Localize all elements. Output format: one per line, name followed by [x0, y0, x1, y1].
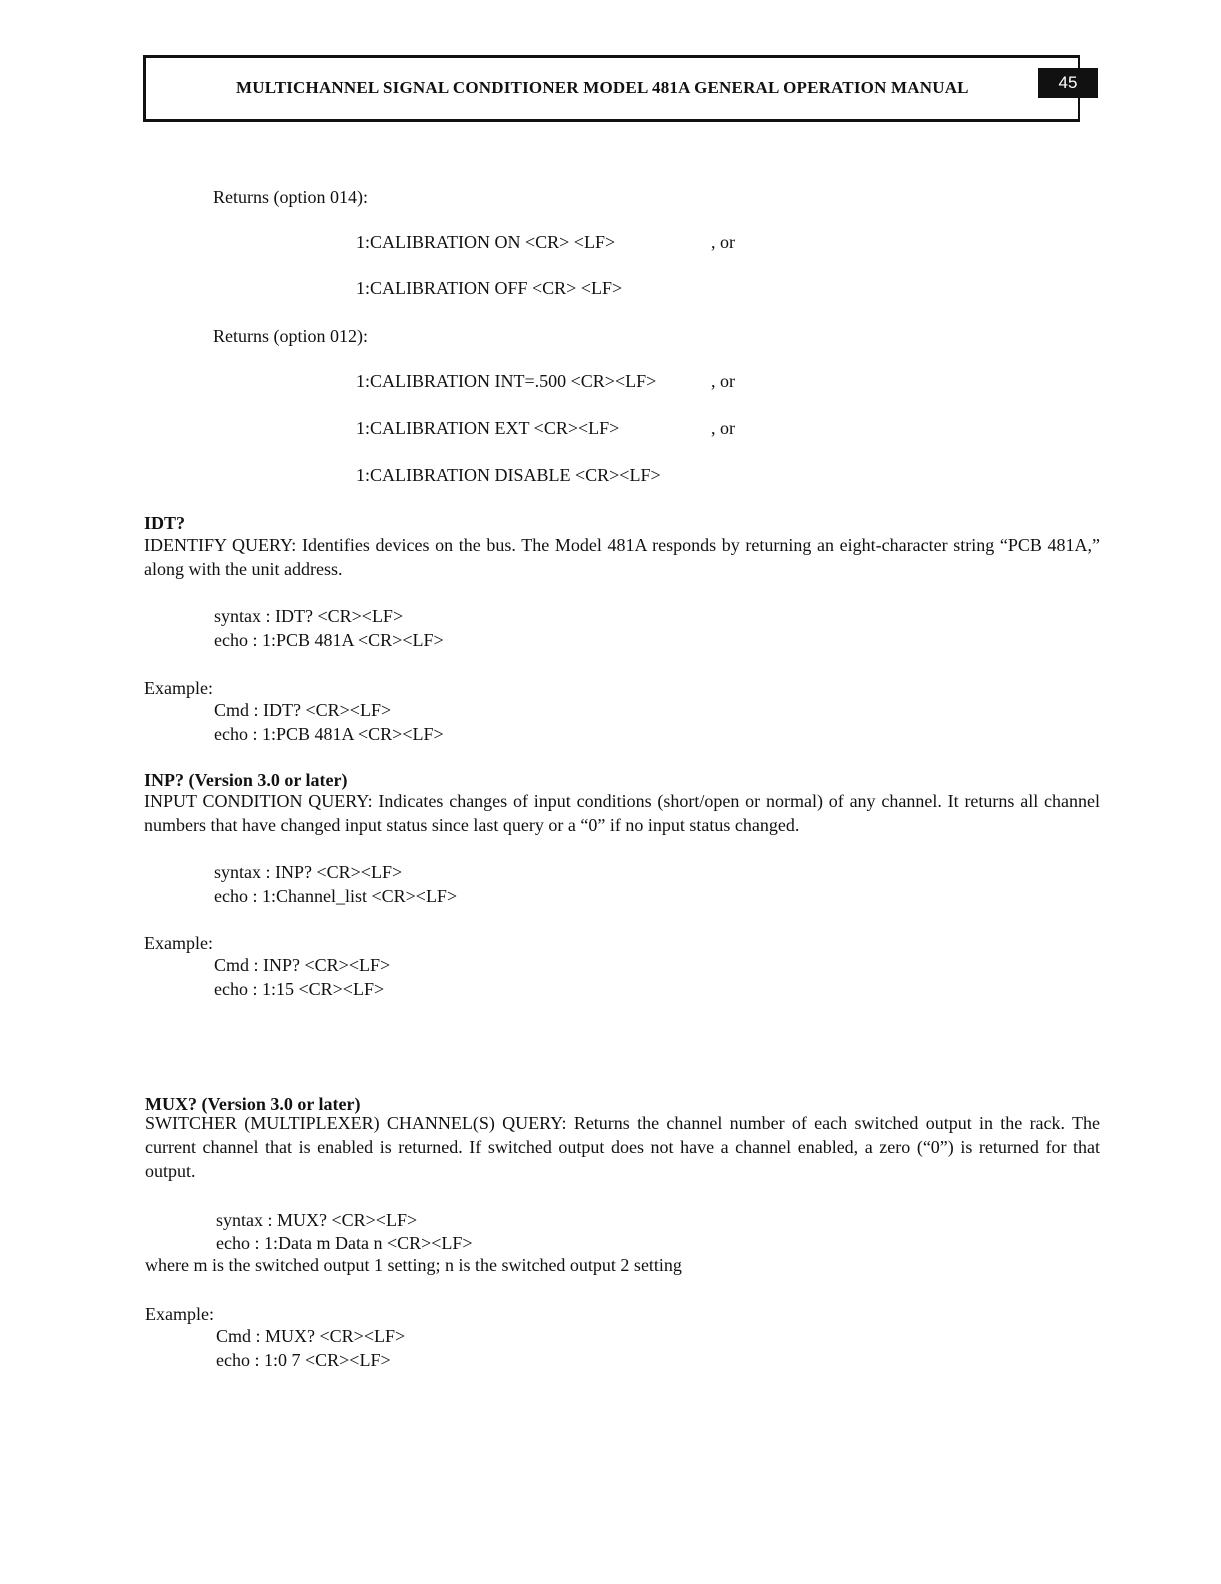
idt-example-echo: echo : 1:PCB 481A <CR><LF>	[214, 724, 444, 744]
inp-example-echo: echo : 1:15 <CR><LF>	[214, 979, 385, 999]
inp-example-label: Example:	[144, 933, 213, 953]
return-suffix: , or	[711, 371, 735, 391]
return-line: 1:CALIBRATION OFF <CR> <LF>	[356, 278, 623, 298]
idt-syntax: syntax : IDT? <CR><LF>	[214, 606, 404, 626]
inp-example-cmd: Cmd : INP? <CR><LF>	[214, 955, 391, 975]
inp-syntax: syntax : INP? <CR><LF>	[214, 862, 403, 882]
header-title: MULTICHANNEL SIGNAL CONDITIONER MODEL 481A GENERAL OPERATION MANUAL	[236, 78, 969, 97]
mux-description: SWITCHER (MULTIPLEXER) CHANNEL(S) QUERY: Returns the channel number of each switched output in the rack. The current channel that is enabled is returned. If switched output does not have a channel enabled, a zero (“0”) is returned for that output.	[145, 1113, 1100, 1181]
mux-example-echo: echo : 1:0 7 <CR><LF>	[216, 1350, 391, 1370]
mux-echo: echo : 1:Data m Data n <CR><LF>	[216, 1233, 473, 1253]
inp-heading: INP? (Version 3.0 or later)	[144, 770, 348, 790]
return-suffix: , or	[711, 418, 735, 438]
idt-heading: IDT?	[144, 513, 186, 533]
return-line: 1:CALIBRATION DISABLE <CR><LF>	[356, 465, 661, 485]
page-header	[143, 55, 1080, 122]
mux-heading: MUX? (Version 3.0 or later)	[145, 1094, 361, 1114]
idt-example-label: Example:	[144, 678, 213, 698]
page-number: 45	[1038, 68, 1098, 98]
inp-description: INPUT CONDITION QUERY: Indicates changes of input conditions (short/open or normal) of any channel. It returns all channel numbers that have changed input status since last query or a “0” if no input status changed.	[144, 791, 1100, 835]
mux-note: where m is the switched output 1 setting; n is the switched output 2 setting	[145, 1255, 682, 1275]
idt-description: IDENTIFY QUERY: Identifies devices on the bus. The Model 481A responds by returning an eight-character string “PCB 481A,” along with the unit address.	[144, 535, 1100, 579]
mux-example-label: Example:	[145, 1304, 214, 1324]
returns-option-014-label: Returns (option 014):	[213, 187, 368, 207]
inp-echo: echo : 1:Channel_list <CR><LF>	[214, 886, 458, 906]
returns-option-012-label: Returns (option 012):	[213, 326, 368, 346]
idt-example-cmd: Cmd : IDT? <CR><LF>	[214, 700, 392, 720]
return-line: 1:CALIBRATION EXT <CR><LF>	[356, 418, 620, 438]
return-line: 1:CALIBRATION INT=.500 <CR><LF>	[356, 371, 657, 391]
return-suffix: , or	[711, 232, 735, 252]
mux-syntax: syntax : MUX? <CR><LF>	[216, 1210, 418, 1230]
return-line: 1:CALIBRATION ON <CR> <LF>	[356, 232, 616, 252]
mux-example-cmd: Cmd : MUX? <CR><LF>	[216, 1326, 406, 1346]
idt-echo: echo : 1:PCB 481A <CR><LF>	[214, 630, 444, 650]
